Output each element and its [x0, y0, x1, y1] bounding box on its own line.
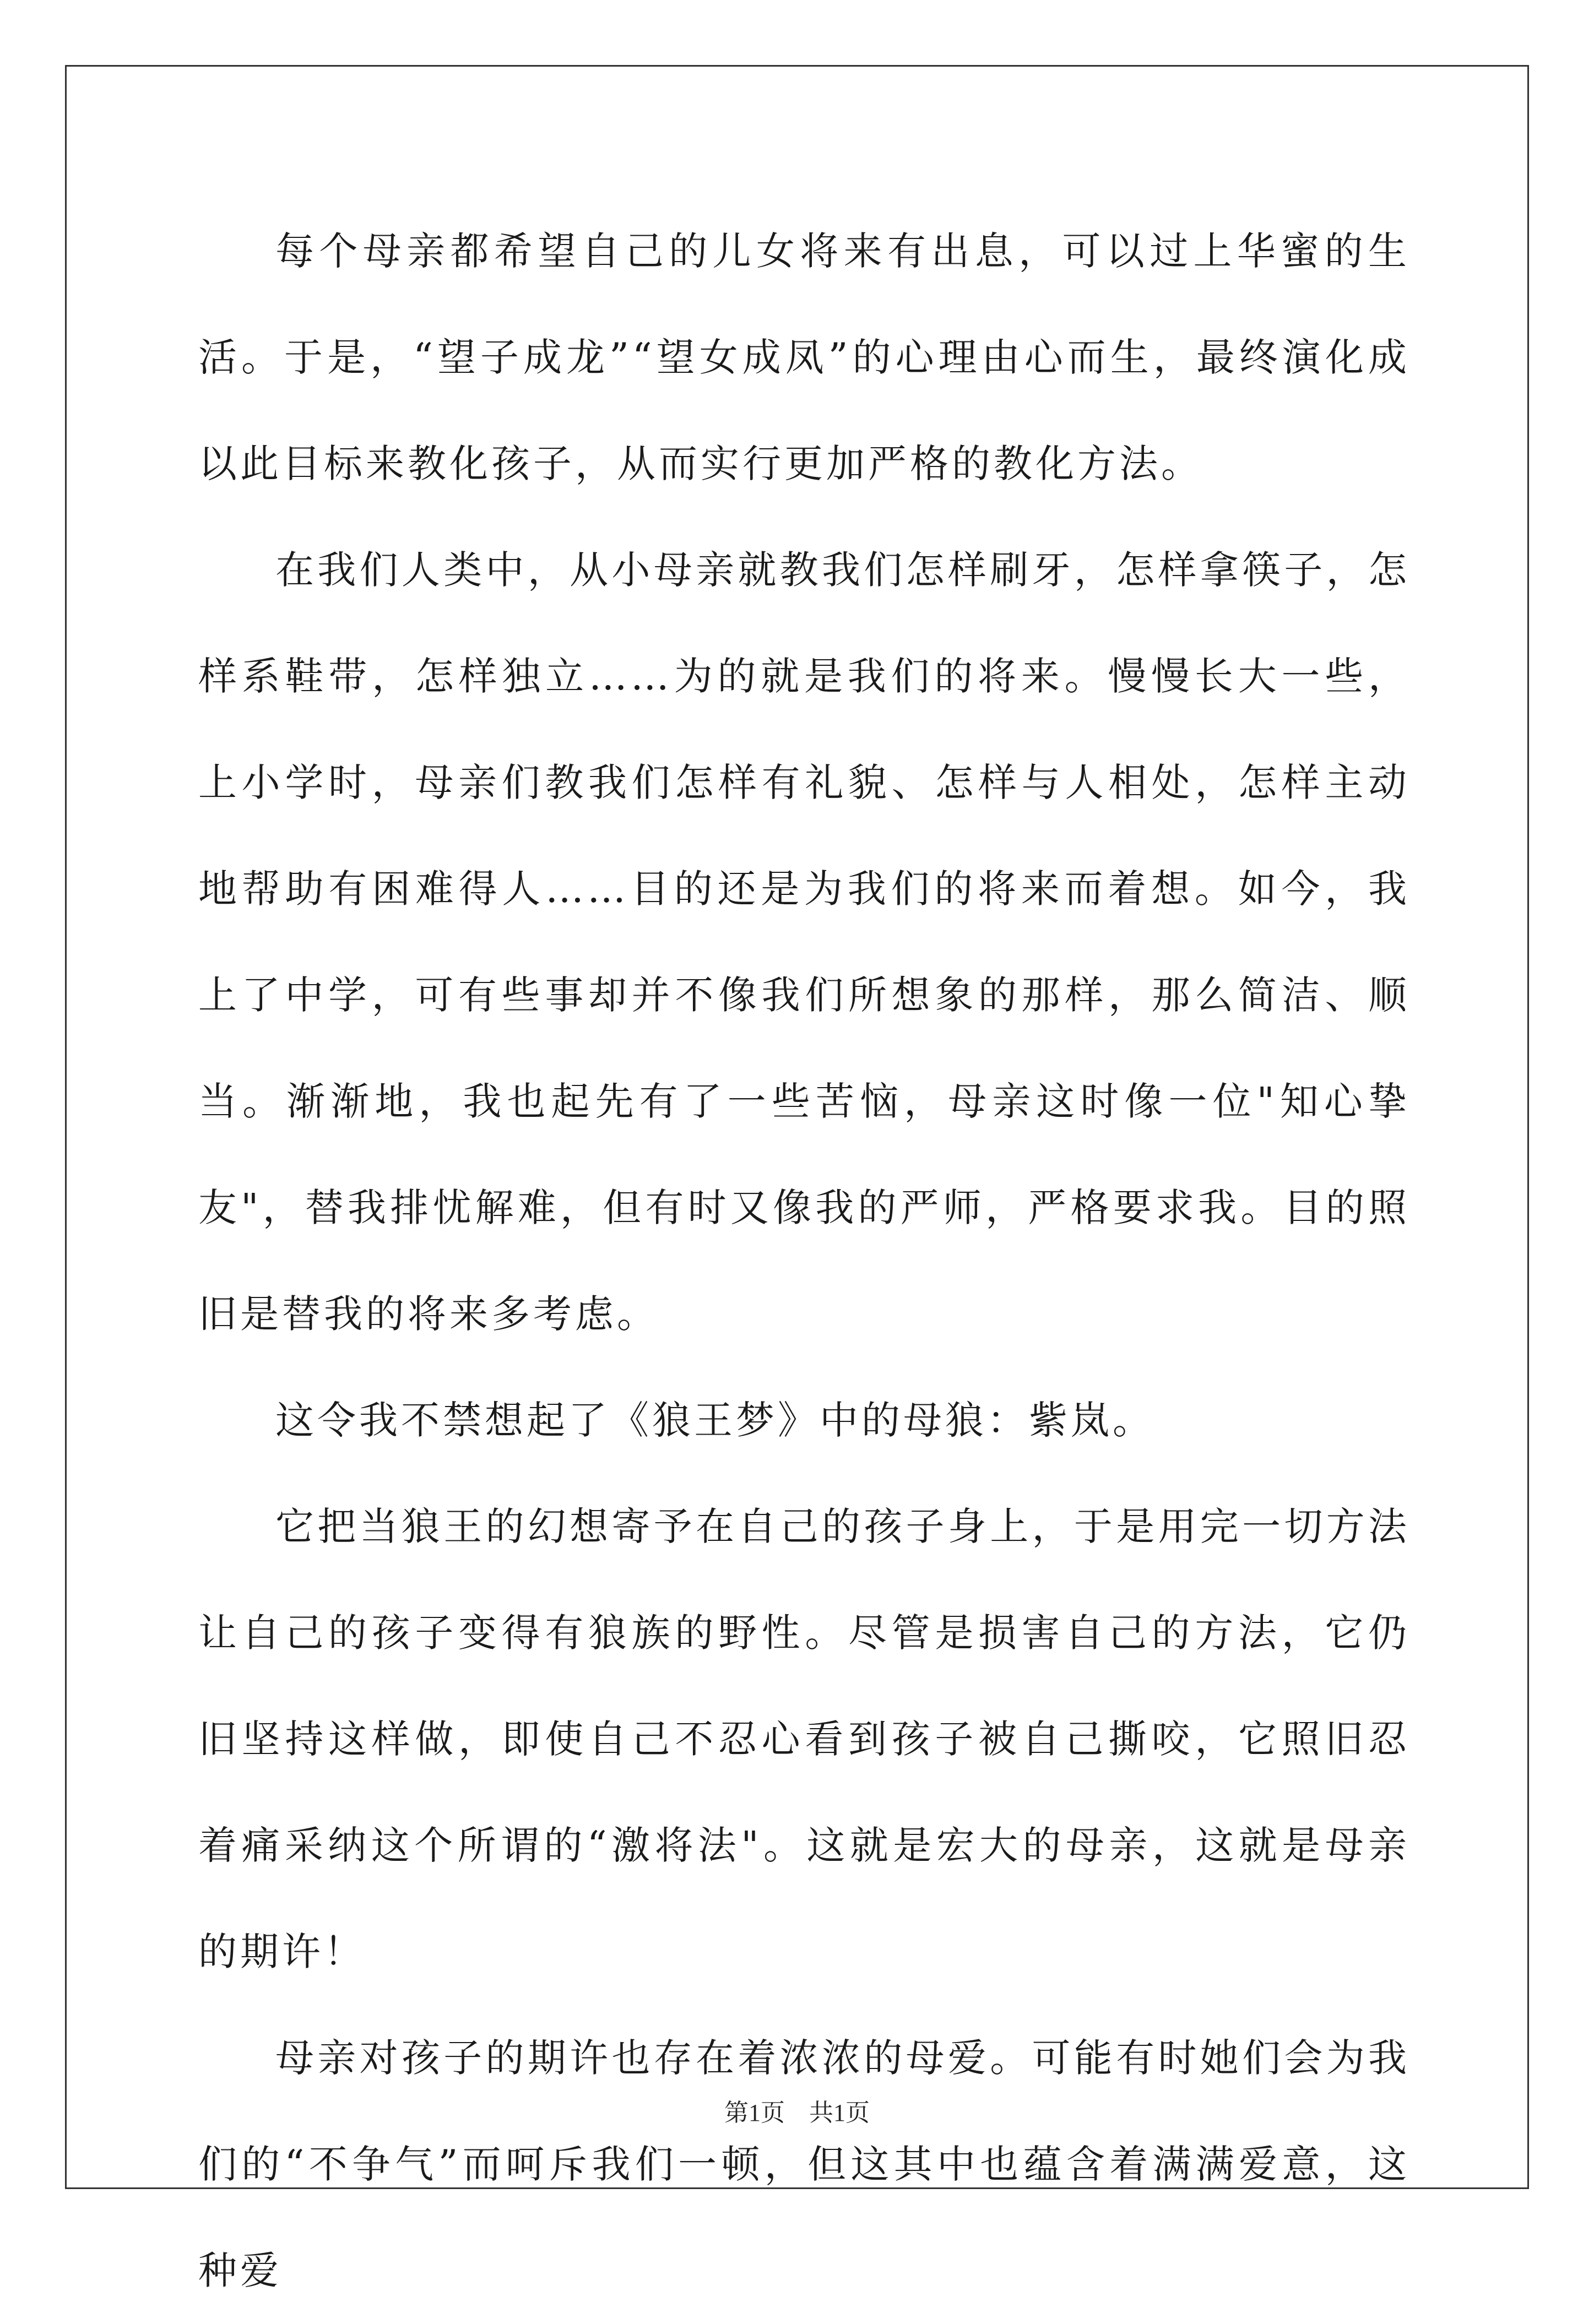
paragraph-1: 每个母亲都希望自己的儿女将来有出息，可以过上华蜜的生活。于是，“望子成龙”“望女成凤”的心理由心而生，最终演化成以此目标来教化孩子，从而实行更加严格的教化方法。: [198, 229, 1410, 486]
page-footer: 第1页 共1页: [724, 2099, 870, 2126]
paragraph-5: 母亲对孩子的期许也存在着浓浓的母爱。可能有时她们会为我们的“不争气”而呵斥我们一顿，但这其中也蕴含着满满爱意，这种爱: [198, 2035, 1410, 2293]
paragraph-4: 它把当狼王的幻想寄予在自己的孩子身上，于是用完一切方法让自己的孩子变得有狼族的野性。尽管是损害自己的方法，它仍旧坚持这样做，即使自己不忍心看到孩子被自己撕咬，它照旧忍着痛采纳这个所谓的“激将法"。这就是宏大的母亲，这就是母亲的期许！: [198, 1504, 1410, 1974]
paragraph-2: 在我们人类中，从小母亲就教我们怎样刷牙，怎样拿筷子，怎样系鞋带，怎样独立……为的就是我们的将来。慢慢长大一些，上小学时，母亲们教我们怎样有礼貌、怎样与人相处，怎样主动地帮助有困难得人……目的还是为我们的将来而着想。如今，我上了中学，可有些事却并不像我们所想象的那样，那么简洁、顺当。渐渐地，我也起先有了一些苦恼，母亲这时像一位"知心挚友"，替我排忧解难，但有时又像我的严师，严格要求我。目的照旧是替我的将来多考虑。: [198, 547, 1410, 1337]
paragraph-3: 这令我不禁想起了《狼王梦》中的母狼：紫岚。: [275, 1398, 1154, 1443]
document-body: [198, 198, 1410, 2324]
